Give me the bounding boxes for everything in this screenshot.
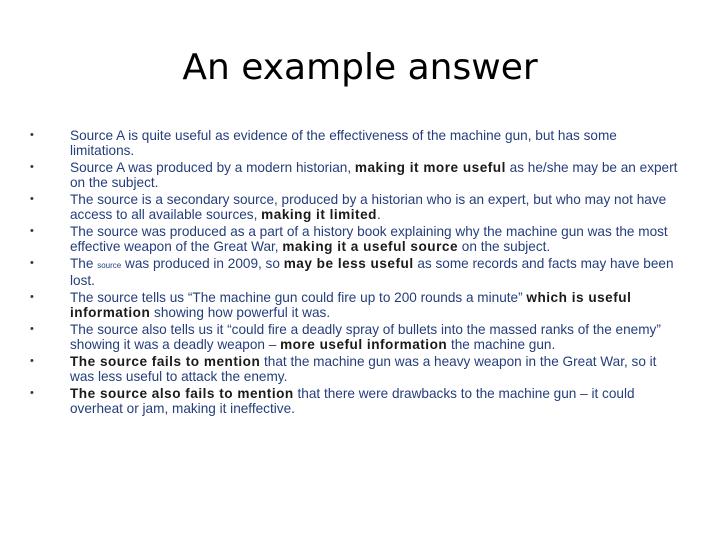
- bullet-text: The source also tells us it “could fire a deadly spray of bullets into the massed ranks of the enemy” showing it was a deadly weapon –: [70, 322, 661, 353]
- bullet-text: the machine gun.: [447, 337, 556, 353]
- bullet-dot-icon: •: [30, 323, 34, 336]
- bullet-text: showing how powerful it was.: [150, 305, 331, 321]
- bullet-text: .: [376, 207, 381, 223]
- bullet-item: [0, 128, 720, 158]
- bullet-item: [0, 224, 720, 254]
- bullet-text: as he/she may be an expert on the subject.: [70, 160, 678, 191]
- bullet-text: The: [70, 256, 98, 272]
- bullet-dot-icon: •: [30, 161, 34, 174]
- bullet-text: that the machine gun was a heavy weapon in the Great War, so it was less useful to attack the enemy.: [70, 354, 657, 385]
- bullet-item: [0, 192, 720, 222]
- bullet-item: [0, 160, 720, 190]
- bullet-text: The source was produced as a part of a history book explaining why the machine gun was the most effective weapon of the Great War,: [70, 224, 668, 255]
- bullet-emphasis: making it a useful source: [282, 239, 459, 255]
- bullet-item: [0, 322, 720, 352]
- bullet-text: that there were drawbacks to the machine gun – it could overheat or jam, making it ineffective.: [70, 386, 635, 417]
- bullet-text: as some records and facts may have been lost.: [70, 256, 674, 289]
- bullet-text: Source A is quite useful as evidence of the effectiveness of the machine gun, but has some limitations.: [70, 128, 617, 159]
- bullet-emphasis: The source fails to mention: [70, 354, 261, 370]
- bullet-dot-icon: •: [30, 129, 34, 141]
- bullet-small-text: source: [97, 261, 122, 271]
- bullet-item: [0, 290, 720, 320]
- bullet-emphasis: making it limited: [261, 207, 377, 223]
- bullet-emphasis: The source also fails to mention: [70, 386, 294, 402]
- bullet-dot-icon: •: [30, 355, 34, 368]
- bullet-dot-icon: •: [30, 225, 34, 238]
- bullet-emphasis: which is useful information: [70, 290, 632, 321]
- bullet-text: was produced in 2009, so: [121, 256, 284, 272]
- bullet-emphasis: making it more useful: [354, 160, 506, 176]
- bullet-text: The source tells us “The machine gun could fire up to 200 rounds a minute”: [70, 290, 527, 306]
- bullet-dot-icon: •: [30, 387, 34, 400]
- bullet-item: [0, 386, 720, 416]
- bullet-emphasis: may be less useful: [283, 256, 414, 272]
- bullet-dot-icon: •: [30, 291, 34, 304]
- bullet-dot-icon: •: [30, 257, 34, 270]
- bullet-text: on the subject.: [458, 239, 551, 255]
- bullet-item: [0, 354, 720, 384]
- bullet-text: The source is a secondary source, produced by a historian who is an expert, but who may not have access to all available sources,: [70, 192, 667, 223]
- slide-title: An example answer: [182, 47, 538, 88]
- bullet-dot-icon: •: [30, 193, 34, 206]
- bullet-emphasis: more useful information: [280, 337, 448, 353]
- bullet-item: [0, 256, 720, 288]
- bullet-list: [0, 128, 720, 418]
- bullet-text: Source A was produced by a modern historian,: [70, 160, 355, 176]
